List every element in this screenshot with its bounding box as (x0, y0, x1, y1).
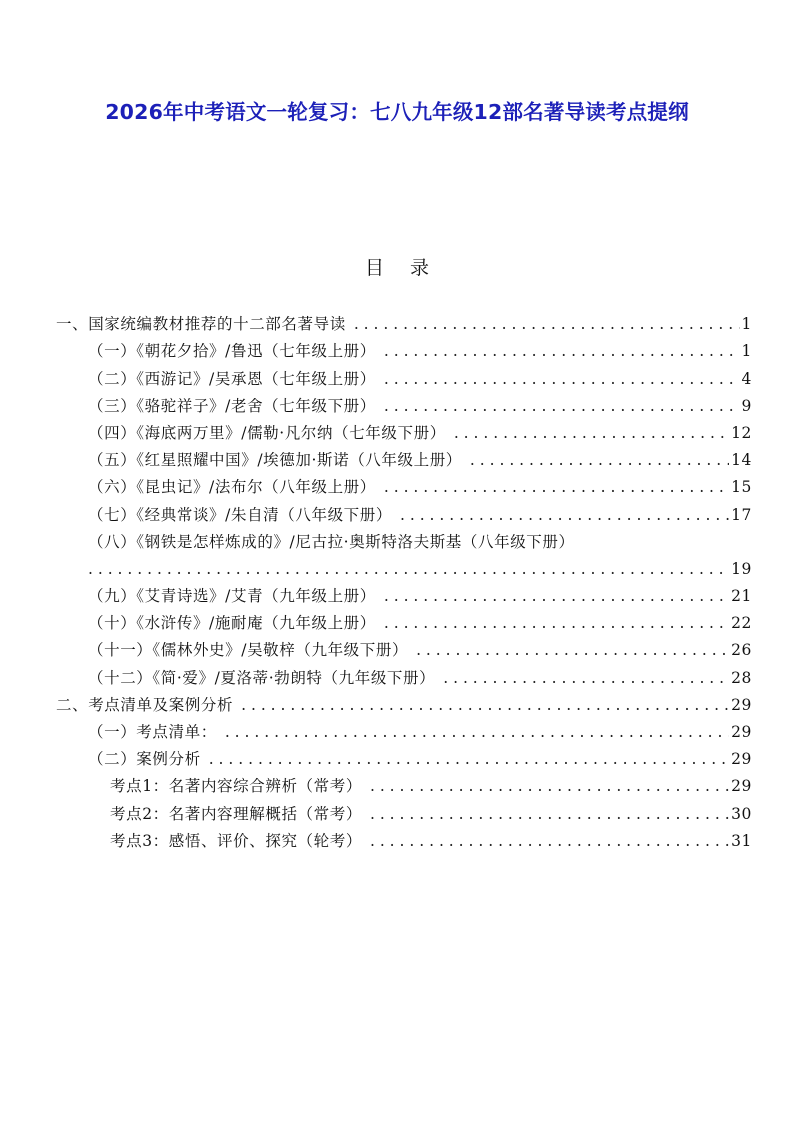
dot-leader (370, 776, 729, 796)
toc-entry-section-1[interactable] (56, 307, 752, 334)
toc-entry-label: 考点1：名著内容综合辨析（常考） (110, 777, 362, 796)
toc-entry-point-3[interactable] (56, 824, 752, 851)
dot-leader (384, 341, 740, 361)
dot-leader (384, 369, 740, 389)
dot-leader (370, 804, 729, 824)
toc-page-number: 29 (731, 777, 752, 796)
dot-leader (384, 613, 729, 633)
dot-leader (470, 450, 729, 470)
toc-entry-book-8-leader[interactable] (56, 552, 752, 579)
toc-entry-label: （十一）《儒林外史》/吴敬梓（九年级下册） (88, 641, 409, 660)
toc-page-number: 28 (731, 668, 752, 687)
toc-entry-book-3[interactable] (56, 389, 752, 416)
toc-entry-book-10[interactable] (56, 606, 752, 633)
toc-entry-label: （二）《西游记》/吴承恩（七年级上册） (88, 369, 376, 388)
toc-entry-book-5[interactable] (56, 443, 752, 470)
toc-entry-book-6[interactable] (56, 470, 752, 497)
dot-leader (400, 505, 729, 525)
toc-entry-checklist[interactable] (56, 715, 752, 742)
toc-entry-book-12[interactable] (56, 660, 752, 687)
toc-entry-book-1[interactable] (56, 334, 752, 361)
toc-entry-label: （八）《钢铁是怎样炼成的》/尼古拉·奥斯特洛夫斯基（八年级下册） (88, 532, 575, 551)
dot-leader (225, 722, 729, 742)
toc-entry-label: （二）案例分析 (88, 750, 201, 769)
toc-page-number: 1 (741, 342, 752, 361)
dot-leader (209, 749, 729, 769)
dot-leader (384, 396, 740, 416)
toc-entry-label: （三）《骆驼祥子》/老舍（七年级下册） (88, 396, 376, 415)
toc-entry-label: （七）《经典常谈》/朱自清（八年级下册） (88, 505, 392, 524)
toc-entry-label: 一、国家统编教材推荐的十二部名著导读 (56, 315, 346, 334)
toc-page-number: 17 (731, 505, 752, 524)
dot-leader (354, 314, 740, 334)
toc-entry-book-9[interactable] (56, 579, 752, 606)
toc-entry-label: （四）《海底两万里》/儒勒·凡尔纳（七年级下册） (88, 423, 446, 442)
toc-entry-label: （一）《朝花夕拾》/鲁迅（七年级上册） (88, 342, 376, 361)
toc-entry-label: （六）《昆虫记》/法布尔（八年级上册） (88, 478, 376, 497)
toc-page-number: 31 (731, 831, 752, 850)
toc-entry-point-1[interactable] (56, 769, 752, 796)
toc-page-number: 9 (741, 396, 752, 415)
dot-leader (384, 477, 729, 497)
toc-page-number: 12 (731, 423, 752, 442)
toc-entry-label: （一）考点清单： (88, 723, 217, 741)
toc-entry-book-7[interactable] (56, 497, 752, 524)
toc-entry-label: （五）《红星照耀中国》/埃德加·斯诺（八年级上册） (88, 451, 462, 470)
toc-entry-label: 考点2：名著内容理解概括（常考） (110, 804, 362, 823)
dot-leader (416, 640, 729, 660)
toc-page-number: 14 (731, 451, 752, 470)
toc-page-number: 1 (741, 315, 752, 334)
toc-entry-point-2[interactable] (56, 796, 752, 823)
toc-page-number: 29 (731, 695, 752, 714)
toc-entry-label: （九）《艾青诗选》/艾青（九年级上册） (88, 587, 376, 606)
toc-page-number: 29 (731, 723, 752, 741)
toc-heading: 目录 (364, 257, 455, 279)
toc-page-number: 29 (731, 750, 752, 769)
toc-entry-label: 二、考点清单及案例分析 (56, 695, 234, 714)
dot-leader (443, 668, 729, 688)
toc-entry-label: （十二）《简·爱》/夏洛蒂·勃朗特（九年级下册） (88, 668, 436, 687)
toc-entry-section-2[interactable] (56, 688, 752, 715)
toc-page-number: 15 (731, 478, 752, 497)
document-title: 2026年中考语文一轮复习：七八九年级12部名著导读考点提纲 (105, 100, 689, 124)
dot-leader (454, 423, 729, 443)
toc-entry-book-2[interactable] (56, 361, 752, 388)
toc-page-number: 22 (731, 614, 752, 633)
dot-leader (241, 695, 729, 715)
toc-page-number: 26 (731, 641, 752, 660)
toc-page-number: 19 (731, 559, 752, 578)
toc-entry-book-11[interactable] (56, 633, 752, 660)
table-of-contents (56, 307, 752, 851)
toc-page-number: 4 (741, 369, 752, 388)
toc-entry-case-analysis[interactable] (56, 742, 752, 769)
toc-entry-label: （十）《水浒传》/施耐庵（九年级上册） (88, 614, 376, 633)
dot-leader (370, 831, 729, 851)
toc-entry-label: 考点3：感悟、评价、探究（轮考） (110, 831, 362, 850)
dot-leader (384, 586, 729, 606)
toc-entry-book-8[interactable] (56, 525, 752, 552)
dot-leader (88, 559, 729, 579)
toc-page-number: 30 (731, 804, 752, 823)
toc-entry-book-4[interactable] (56, 416, 752, 443)
toc-page-number: 21 (731, 587, 752, 606)
